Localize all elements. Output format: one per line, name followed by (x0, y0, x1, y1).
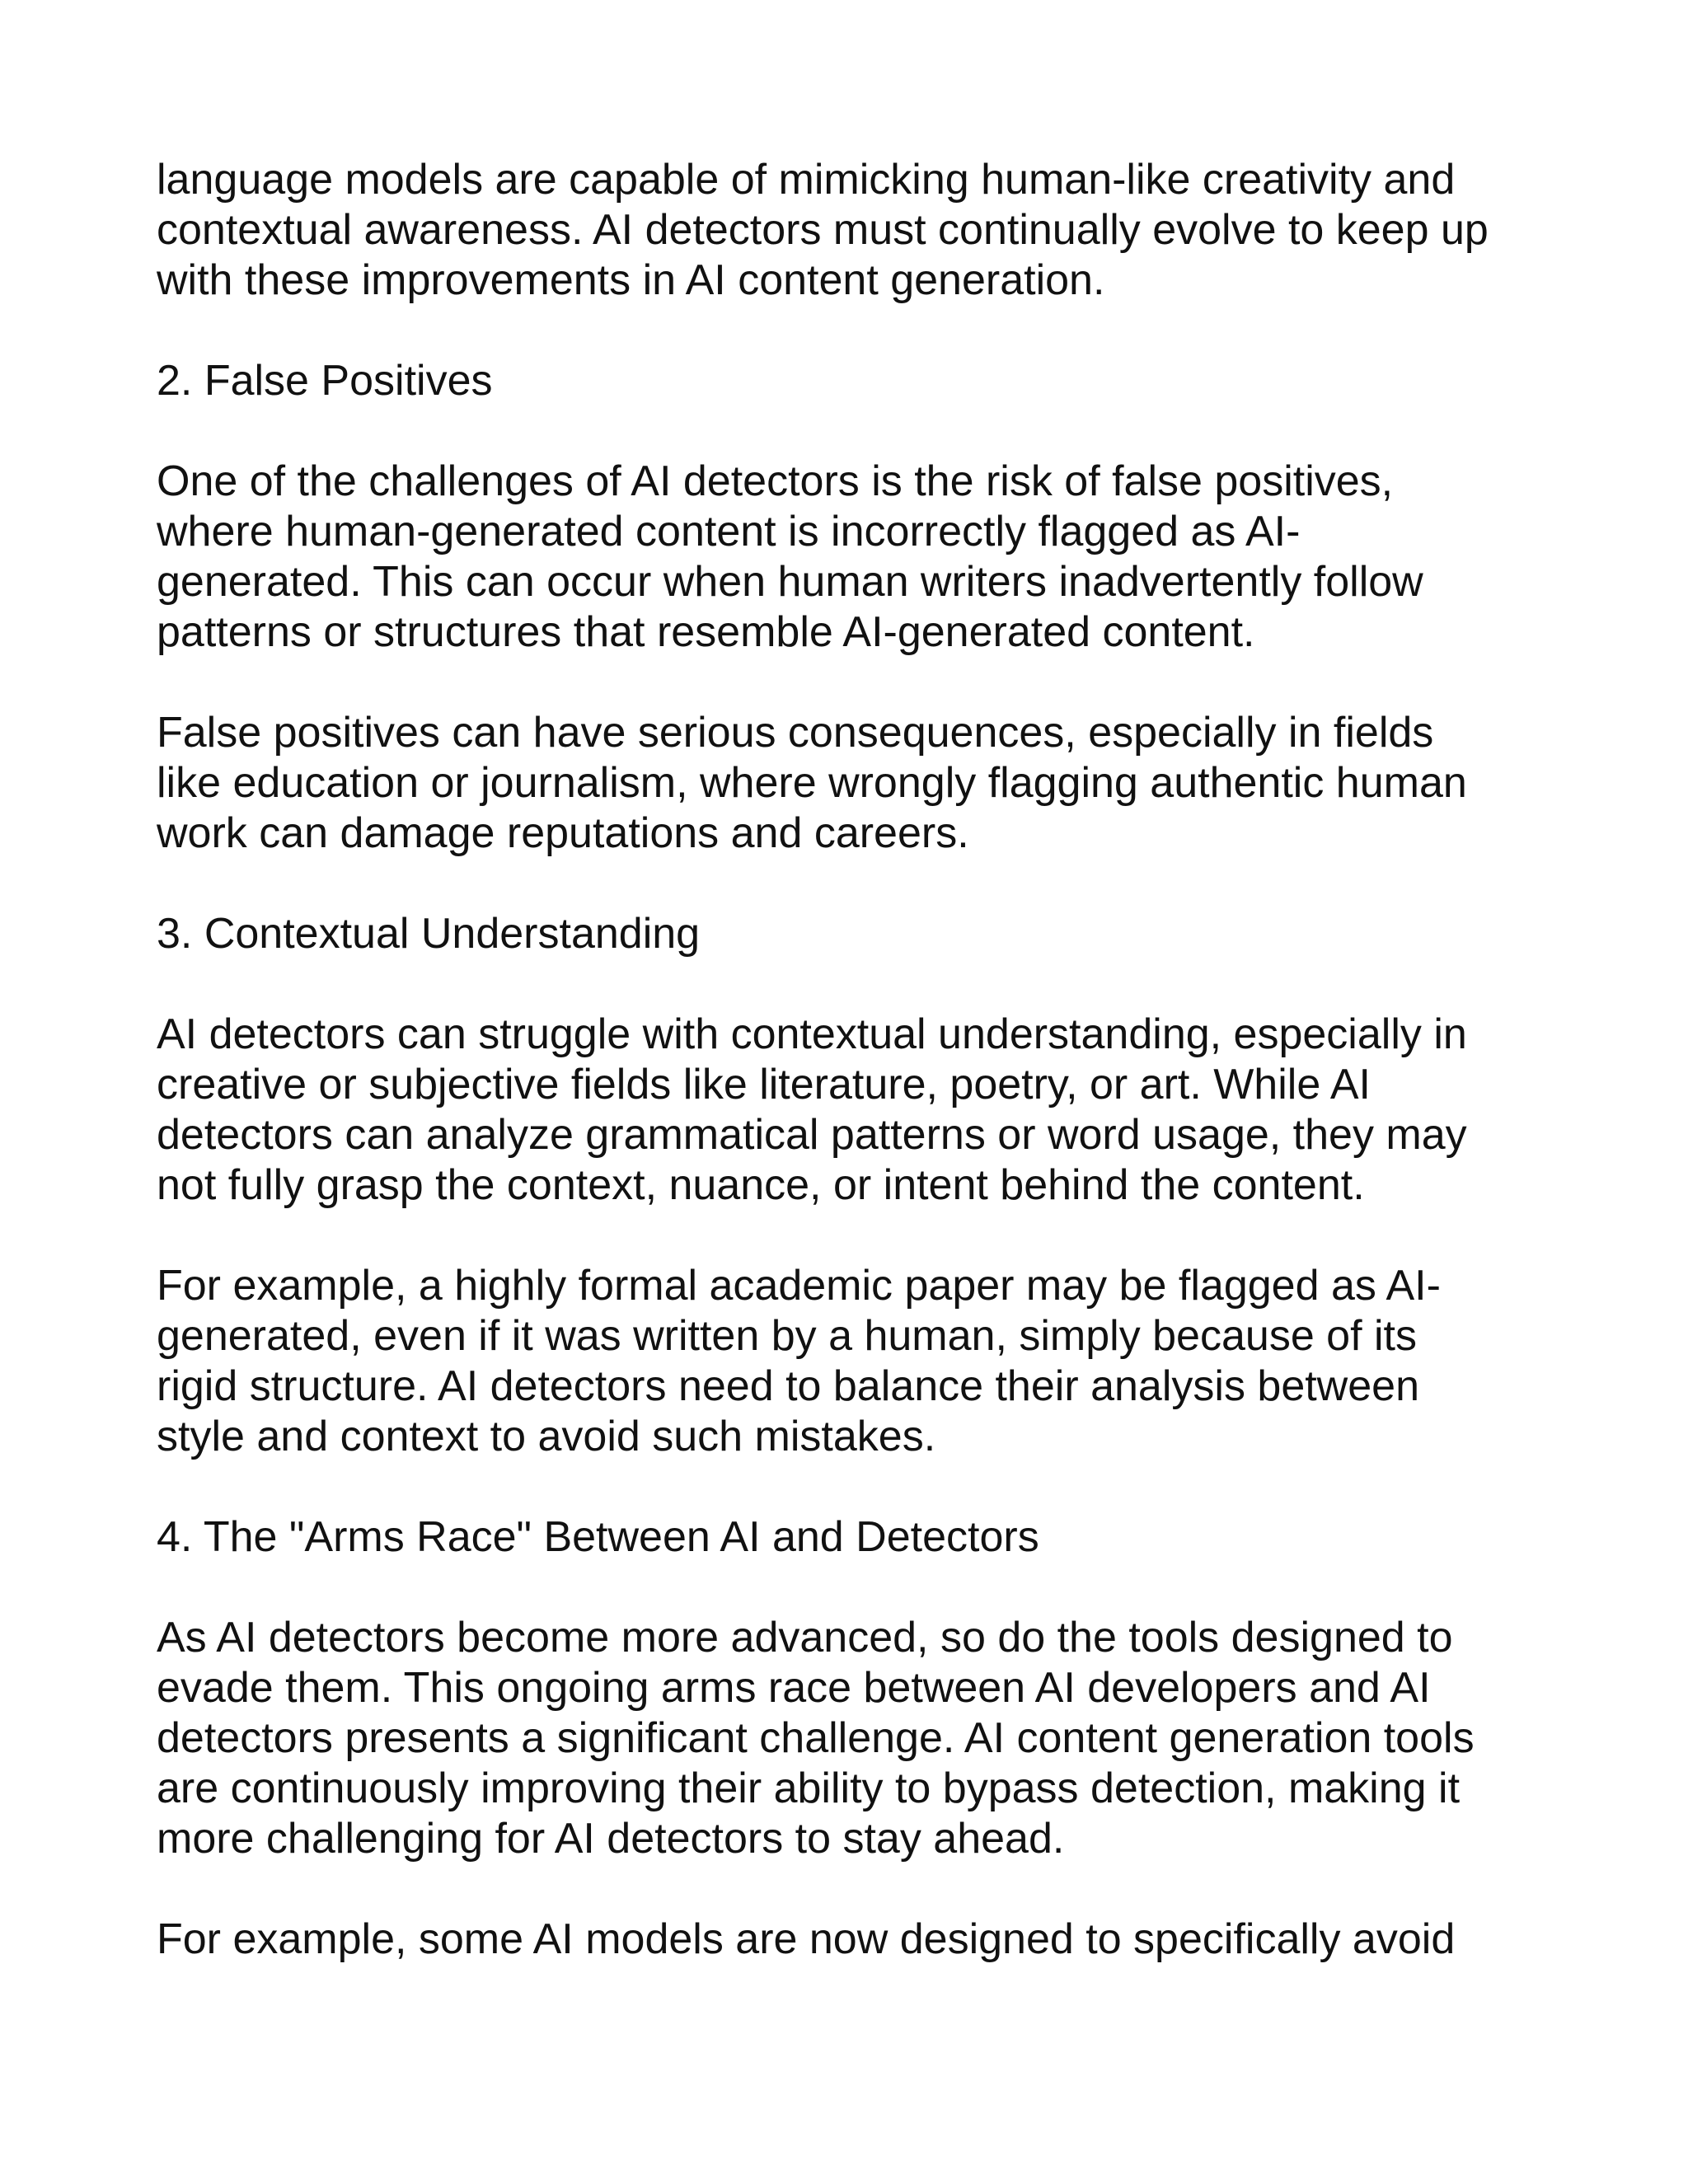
text-line: more challenging for AI detectors to stay ahead. (157, 1815, 1065, 1863)
paragraph (157, 1010, 1558, 1211)
text-line: creative or subjective fields like literature, poetry, or art. While AI (157, 1061, 1371, 1108)
text-line: As AI detectors become more advanced, so do the tools designed to (157, 1614, 1453, 1661)
heading-text: 3. Contextual Understanding (157, 910, 701, 958)
paragraph-gap (157, 1462, 1558, 1512)
document-body (157, 155, 1558, 1965)
text-line: One of the challenges of AI detectors is the risk of false positives, (157, 457, 1394, 505)
text-line: not fully grasp the context, nuance, or intent behind the content. (157, 1161, 1365, 1209)
paragraph-gap (157, 306, 1558, 356)
paragraph-gap (157, 1211, 1558, 1261)
text-line: evade them. This ongoing arms race between AI developers and AI (157, 1664, 1431, 1712)
text-line: For example, some AI models are now designed to specifically avoid (157, 1915, 1456, 1963)
text-line: like education or journalism, where wrongly flagging authentic human (157, 759, 1467, 807)
paragraph-gap (157, 658, 1558, 708)
text-line: contextual awareness. AI detectors must continually evolve to keep up (157, 206, 1489, 254)
text-line: language models are capable of mimicking human-like creativity and (157, 156, 1456, 204)
section-heading (157, 356, 1558, 406)
text-line: rigid structure. AI detectors need to balance their analysis between (157, 1362, 1419, 1410)
text-line: with these improvements in AI content generation. (157, 256, 1105, 304)
text-line: AI detectors can struggle with contextual understanding, especially in (157, 1010, 1467, 1058)
text-line: where human-generated content is incorrectly flagged as AI- (157, 508, 1301, 555)
paragraph (157, 1613, 1558, 1864)
section-heading (157, 909, 1558, 959)
text-line: False positives can have serious consequences, especially in fields (157, 709, 1434, 757)
paragraph (157, 155, 1558, 306)
paragraph (157, 1915, 1558, 1965)
text-line: For example, a highly formal academic paper may be flagged as AI- (157, 1262, 1441, 1310)
paragraph (157, 457, 1558, 658)
text-line: patterns or structures that resemble AI-generated content. (157, 608, 1255, 656)
paragraph (157, 1261, 1558, 1462)
section-heading (157, 1512, 1558, 1563)
text-line: style and context to avoid such mistakes. (157, 1413, 936, 1460)
text-line: detectors presents a significant challenge. AI content generation tools (157, 1714, 1475, 1762)
paragraph-gap (157, 406, 1558, 457)
paragraph-gap (157, 1864, 1558, 1915)
paragraph-gap (157, 959, 1558, 1010)
paragraph-gap (157, 859, 1558, 909)
text-line: generated, even if it was written by a human, simply because of its (157, 1312, 1417, 1360)
heading-text: 4. The "Arms Race" Between AI and Detectors (157, 1513, 1039, 1561)
paragraph (157, 708, 1558, 859)
heading-text: 2. False Positives (157, 357, 493, 405)
text-line: are continuously improving their ability to bypass detection, making it (157, 1765, 1461, 1812)
text-line: work can damage reputations and careers. (157, 809, 969, 857)
text-line: generated. This can occur when human writers inadvertently follow (157, 558, 1423, 606)
paragraph-gap (157, 1563, 1558, 1613)
text-line: detectors can analyze grammatical patterns or word usage, they may (157, 1111, 1467, 1159)
